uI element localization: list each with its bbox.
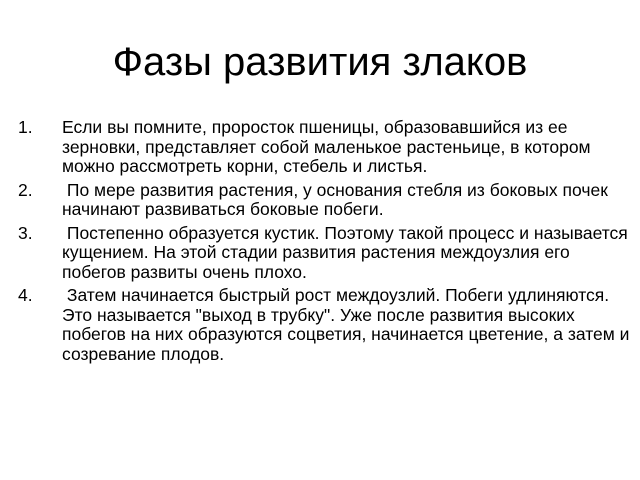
- list-item-number: 2.: [18, 179, 33, 200]
- slide-title: Фазы развития злаков: [112, 40, 528, 84]
- phase-list: [18, 117, 635, 368]
- list-item-number: 1.: [18, 117, 33, 137]
- list-item-text: Если вы помните, проросток пшеницы, образовавшийся из ее зерновки, представляет собой маленькое растеньице, в котором можно рассмотреть корни, стебель и листья.: [62, 117, 596, 176]
- list-item-number: 4.: [18, 285, 33, 305]
- list-item: [18, 222, 633, 283]
- list-item-text: Затем начинается быстрый рост междоузлий. Побеги удлиняются. Это называется "выход в трубку". Уже после развития высоких побегов на них образуются соцветия, начинается цветение, а затем и созревание плодов.: [62, 285, 635, 364]
- list-item-text: Постепенно образуется кустик. Поэтому такой процесс и называется кущением. На этой стадии развития растения междоузлия его побегов развиты очень плохо.: [62, 222, 633, 282]
- list-item-number: 3.: [18, 222, 33, 243]
- list-item: [18, 118, 630, 177]
- list-item: [18, 285, 635, 364]
- list-item: [18, 181, 630, 220]
- list-item-text: По мере развития растения, у основания стебля из боковых почек начинают развиваться боковые побеги.: [62, 179, 613, 219]
